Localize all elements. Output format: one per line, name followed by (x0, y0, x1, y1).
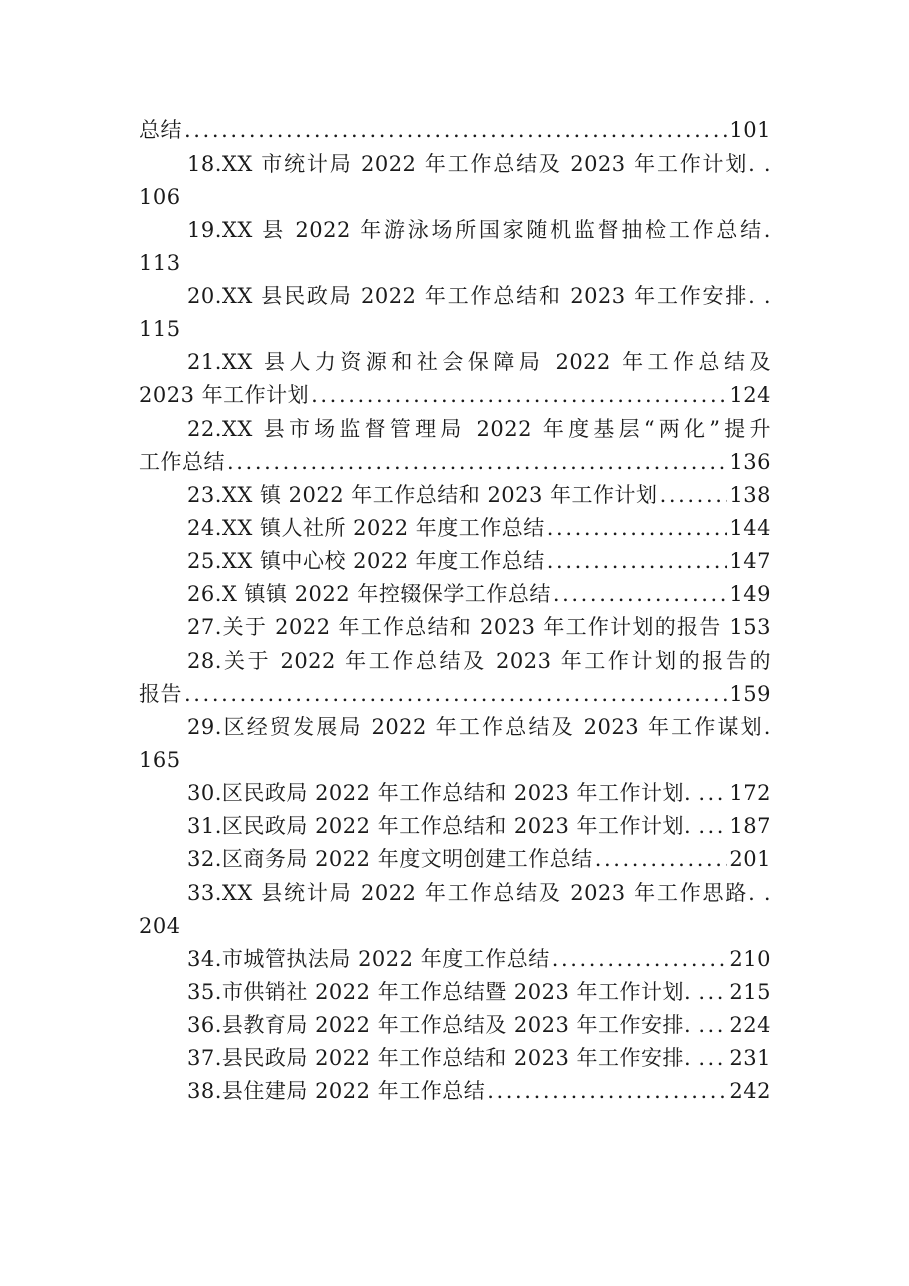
dot-leader (553, 578, 728, 611)
toc-entry-36[interactable] (187, 1009, 771, 1042)
toc-page-number: 215 (729, 980, 771, 1004)
toc-entry-text: 28.关于 2022 年工作总结及 2023 年工作计划的报告的 (187, 649, 771, 673)
dot-leader (547, 545, 728, 578)
toc-page-number: 242 (729, 1079, 771, 1103)
toc-entry-33[interactable] (187, 877, 771, 910)
toc-page-number: 138 (729, 483, 771, 507)
toc-entry-19[interactable] (187, 214, 771, 247)
toc-page-number: 144 (729, 516, 771, 540)
toc-entry-22-continuation[interactable] (139, 446, 771, 479)
toc-page-number: 149 (729, 582, 771, 606)
toc-page-number: 231 (729, 1046, 771, 1070)
toc-page-number: 147 (729, 549, 771, 573)
dot-leader (708, 810, 728, 843)
toc-page-number: 106 (139, 185, 181, 209)
dot-leader (660, 479, 728, 512)
toc-entry-23[interactable] (187, 479, 771, 512)
toc-page-number: 224 (729, 1013, 771, 1037)
dot-leader (708, 976, 728, 1009)
toc-entry-text: 26.X 镇镇 2022 年控辍保学工作总结 (187, 582, 551, 606)
toc-entry-30[interactable] (187, 777, 771, 810)
toc-entry-35[interactable] (187, 976, 771, 1009)
toc-entry-33-page[interactable] (139, 910, 771, 943)
toc-entry-18[interactable] (187, 148, 771, 181)
toc-entry-20[interactable] (187, 280, 771, 313)
dot-leader (184, 114, 727, 147)
toc-entry-text: 27.关于 2022 年工作总结和 2023 年工作计划的报告 153 (187, 615, 771, 639)
toc-entry-text: 报告 (139, 682, 182, 706)
toc-entry-25[interactable] (187, 545, 771, 578)
toc-page-number: 136 (729, 450, 771, 474)
toc-entry-text: 20.XX 县民政局 2022 年工作总结和 2023 年工作安排. . (187, 284, 771, 308)
toc-page-number: 201 (729, 847, 771, 871)
toc-entry-text: 34.市城管执法局 2022 年度工作总结 (187, 947, 550, 971)
toc-page-number: 187 (729, 814, 771, 838)
toc-entry-text: 21.XX 县人力资源和社会保障局 2022 年工作总结及 (187, 350, 771, 374)
toc-entry-20-page[interactable] (139, 313, 771, 346)
toc-entry-19-page[interactable] (139, 247, 771, 280)
toc-entry-text: 32.区商务局 2022 年度文明创建工作总结 (187, 847, 593, 871)
toc-entry-37[interactable] (187, 1042, 771, 1075)
dot-leader (311, 379, 727, 412)
toc-page-number: 159 (729, 682, 771, 706)
toc-entry-38[interactable] (187, 1075, 771, 1108)
dot-leader (547, 512, 728, 545)
toc-entry-31[interactable] (187, 810, 771, 843)
dot-leader (552, 943, 728, 976)
dot-leader (708, 1042, 728, 1075)
dot-leader (487, 1075, 727, 1108)
toc-entry-text: 31.区民政局 2022 年工作总结和 2023 年工作计划. . (187, 814, 706, 838)
toc-entry-22[interactable] (187, 413, 771, 446)
toc-entry-21[interactable] (187, 346, 771, 379)
dot-leader (708, 777, 728, 810)
dot-leader (227, 446, 727, 479)
toc-entry-28[interactable] (187, 645, 771, 678)
toc-page-number: 172 (729, 781, 771, 805)
toc-entry-26[interactable] (187, 578, 771, 611)
toc-entry-text: 30.区民政局 2022 年工作总结和 2023 年工作计划. . (187, 781, 706, 805)
dot-leader (708, 1009, 728, 1042)
toc-entry-text: 29.区经贸发展局 2022 年工作总结及 2023 年工作谋划. (187, 715, 771, 739)
toc-entry-text: 38.县住建局 2022 年工作总结 (187, 1079, 486, 1103)
toc-entry-text: 36.县教育局 2022 年工作总结及 2023 年工作安排. . (187, 1013, 706, 1037)
toc-page-number: 210 (729, 947, 771, 971)
toc-entry-24[interactable] (187, 512, 771, 545)
toc-page-number: 115 (139, 317, 181, 341)
toc-page-number: 204 (139, 914, 181, 938)
toc-page-number: 165 (139, 748, 181, 772)
toc-entry-text: 2023 年工作计划 (139, 383, 310, 407)
toc-entry-34[interactable] (187, 943, 771, 976)
toc-entry-28-continuation[interactable] (139, 678, 771, 711)
toc-entry-32[interactable] (187, 843, 771, 876)
toc-page-number: 101 (729, 118, 771, 142)
toc-entry-text: 总结 (139, 118, 182, 142)
dot-leader (184, 678, 727, 711)
toc-entry-text: 33.XX 县统计局 2022 年工作总结及 2023 年工作思路. . (187, 881, 771, 905)
toc-entry-text: 24.XX 镇人社所 2022 年度工作总结 (187, 516, 545, 540)
toc-page-number: 124 (729, 383, 771, 407)
toc-entry-text: 22.XX 县市场监督管理局 2022 年度基层“两化”提升 (187, 417, 771, 441)
toc-entry-text: 19.XX 县 2022 年游泳场所国家随机监督抽检工作总结. (187, 218, 771, 242)
toc-entry-text: 18.XX 市统计局 2022 年工作总结及 2023 年工作计划. . (187, 152, 771, 176)
toc-entry-18-page[interactable] (139, 181, 771, 214)
toc-entry-text: 37.县民政局 2022 年工作总结和 2023 年工作安排. . (187, 1046, 706, 1070)
toc-entry-text: 工作总结 (139, 450, 225, 474)
toc-entry-27[interactable] (187, 611, 771, 644)
dot-leader (595, 843, 728, 876)
toc-entry-29-page[interactable] (139, 744, 771, 777)
toc-entry-text: 35.市供销社 2022 年工作总结暨 2023 年工作计划. . (187, 980, 706, 1004)
toc-entry-text: 25.XX 镇中心校 2022 年度工作总结 (187, 549, 545, 573)
toc-entry-continuation[interactable] (139, 114, 771, 147)
toc-page-number: 113 (139, 251, 181, 275)
toc-entry-text: 23.XX 镇 2022 年工作总结和 2023 年工作计划 (187, 483, 658, 507)
toc-entry-21-continuation[interactable] (139, 379, 771, 412)
toc-entry-29[interactable] (187, 711, 771, 744)
